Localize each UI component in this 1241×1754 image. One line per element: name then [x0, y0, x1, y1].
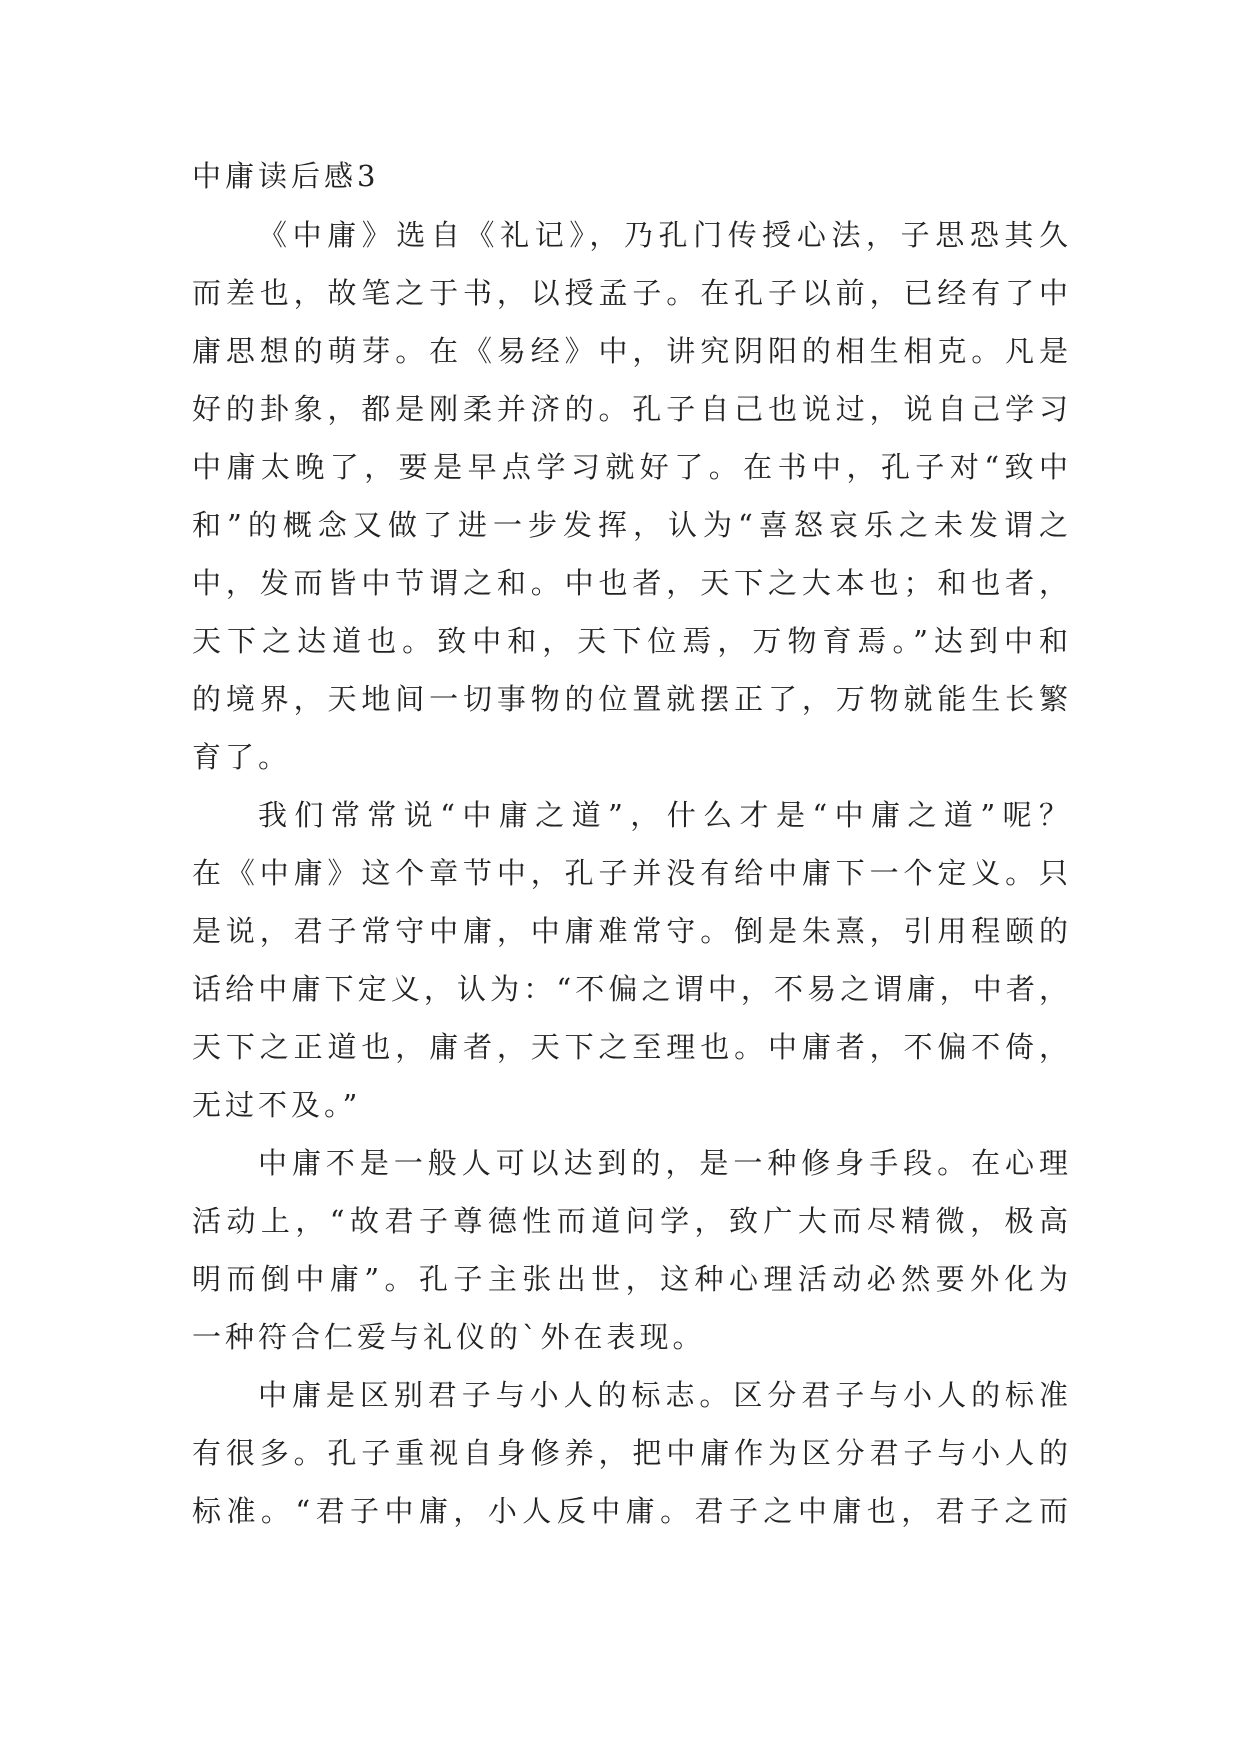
text-line: 是说，君子常守中庸，中庸难常守。倒是朱熹，引用程颐的 [192, 914, 1072, 948]
paragraph-3 [192, 1134, 1072, 1366]
text-line: 《中庸》选自《礼记》，乃孔门传授心法，子思恐其久 [258, 218, 1072, 252]
text-line: 好的卦象，都是刚柔并济的。孔子自己也说过，说自己学习 [192, 392, 1072, 426]
text-line: 话给中庸下定义，认为：“不偏之谓中，不易之谓庸，中者， [192, 972, 1072, 1006]
text-line: 庸思想的萌芽。在《易经》中，讲究阴阳的相生相克。凡是 [192, 334, 1072, 368]
text-line: 和”的概念又做了进一步发挥，认为“喜怒哀乐之未发谓之 [192, 508, 1072, 542]
text-line: 育了。 [192, 740, 292, 774]
text-line: 中庸是区别君子与小人的标志。区分君子与小人的标准 [258, 1378, 1072, 1412]
text-line: 在《中庸》这个章节中，孔子并没有给中庸下一个定义。只 [192, 856, 1072, 890]
document-title: 中庸读后感3 [192, 159, 380, 193]
text-line: 天下之达道也。致中和，天下位焉，万物育焉。”达到中和 [192, 624, 1072, 658]
text-line: 而差也，故笔之于书，以授孟子。在孔子以前，已经有了中 [192, 276, 1072, 310]
text-line: 有很多。孔子重视自身修养，把中庸作为区分君子与小人的 [192, 1436, 1072, 1470]
text-line: 中，发而皆中节谓之和。中也者，天下之大本也；和也者， [192, 566, 1072, 600]
paragraph-1 [192, 206, 1072, 786]
text-line: 一种符合仁爱与礼仪的`外在表现。 [192, 1320, 706, 1354]
text-line: 标准。“君子中庸，小人反中庸。君子之中庸也，君子之而 [192, 1494, 1072, 1528]
text-line: 中庸太晚了，要是早点学习就好了。在书中，孔子对“致中 [192, 450, 1072, 484]
text-line: 明而倒中庸”。孔子主张出世，这种心理活动必然要外化为 [192, 1262, 1072, 1296]
text-line: 活动上，“故君子尊德性而道问学，致广大而尽精微，极高 [192, 1204, 1072, 1238]
text-line: 我们常常说“中庸之道”，什么才是“中庸之道”呢？ [258, 798, 1072, 832]
text-line: 无过不及。” [192, 1088, 362, 1122]
document-body [192, 160, 1072, 1540]
paragraph-2 [192, 786, 1072, 1134]
text-line: 的境界，天地间一切事物的位置就摆正了，万物就能生长繁 [192, 682, 1072, 716]
text-line: 中庸不是一般人可以达到的，是一种修身手段。在心理 [258, 1146, 1072, 1180]
paragraph-4 [192, 1366, 1072, 1540]
text-line: 天下之正道也，庸者，天下之至理也。中庸者，不偏不倚， [192, 1030, 1072, 1064]
